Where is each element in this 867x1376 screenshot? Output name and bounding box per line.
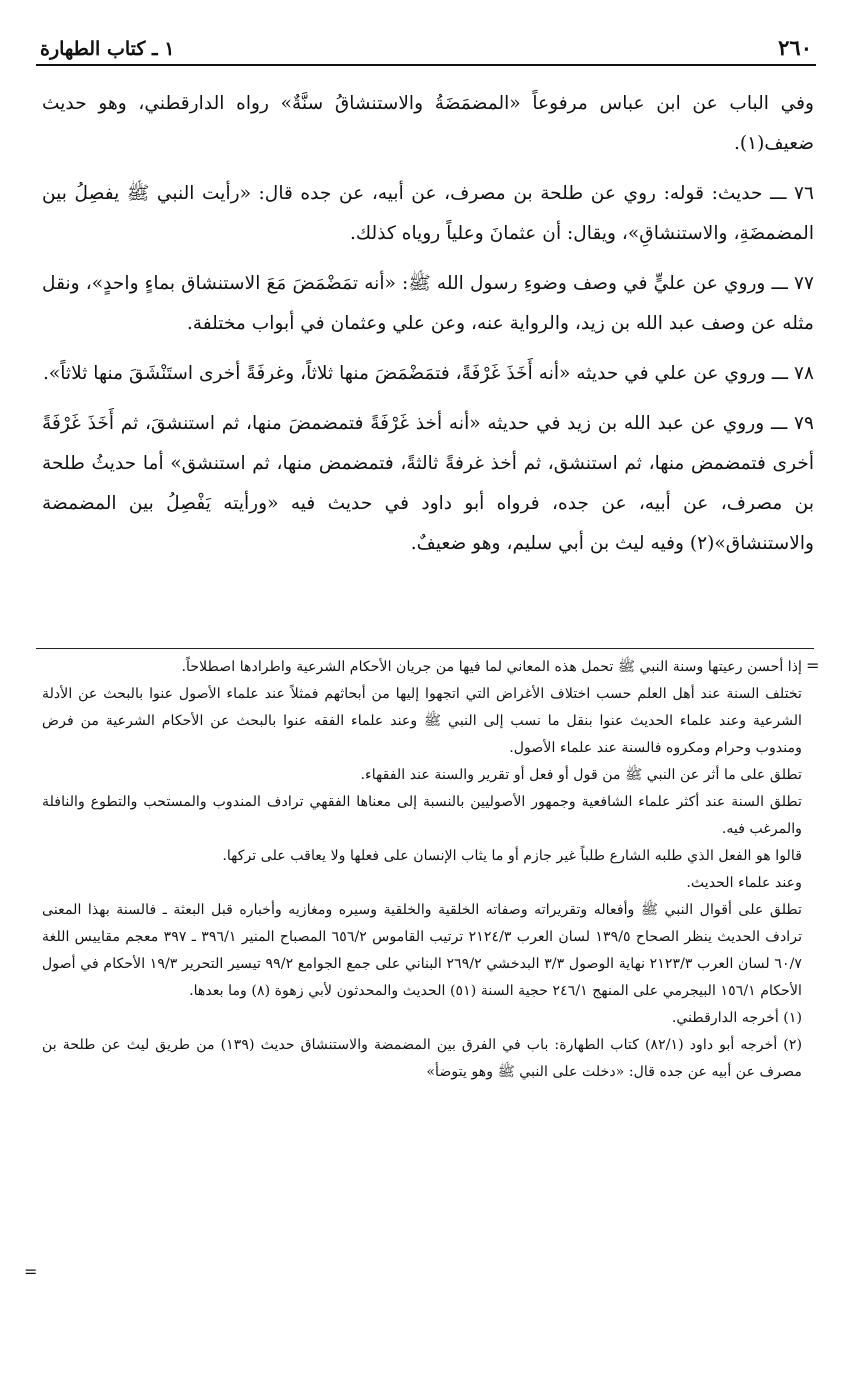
paragraph: وفي الباب عن ابن عباس مرفوعاً «المضمَضَةُ والاستنشاقُ سنَّةٌ» رواه الدارقطني، وهو حديث ضعيف(١). xyxy=(42,93,814,154)
note-block: تطلق السنة عند أكثر علماء الشافعية وجمهور الأصوليين بالنسبة إلى معناها الفقهي ترادف المندوب والمستحب والتطوع والنافلة والمرغب فيه. xyxy=(42,794,802,837)
paragraph: ٧٨ ـــ وروي عن علي في حديثه «أنه أَخَذَ غَرْفَةً، فتمَضْمَضَ منها ثلاثاً، وغرفَةً أخرى استَنْشَقَ منها ثلاثاً». xyxy=(42,363,814,384)
footnote-divider xyxy=(36,648,814,649)
page-header xyxy=(36,30,816,66)
note-block: وعند علماء الحديث. xyxy=(686,875,802,891)
notes-section xyxy=(42,654,802,1086)
continuation-mark: = xyxy=(24,1262,38,1281)
continuation-mark: = xyxy=(806,656,820,675)
note-block: تطلق على أقوال النبي ﷺ وأفعاله وتقريراته وصفاته الخلقية والخلقية وسيره ومغازيه وأخباره قبل البعثة ـ فالسنة بهذا المعنى ترادف الحديث ينظر الصحاح ١٣٩/٥ لسان العرب ٢١٢٤/٣ ترتيب القاموس ٦٥٦/٢ المصباح المنير ٣٩٦/١ ـ ٣٩٧ معجم مقاييس اللغة ٦٠/٧ لسان العرب ٢١٢٣/٣ نهاية الوصول ٣/٣ البدخشي ٢٦٩/٢ البناني على جمع الجوامع ٩٩/٢ تيسير التحرير ١٩/٣ الأحكام في أصول الأحكام ١٥٦/١ البيجرمي على المنهج ٢٤٦/١ حجية السنة (٥١) الحديث والمحدثون لأبي زهوة (٨) وما بعدها. xyxy=(42,902,803,999)
note-block: إذا أحسن رعيتها وسنة النبي ﷺ تحمل هذه المعاني لما فيها من جريان الأحكام الشرعية واطرادها اصطلاحاً. xyxy=(181,659,802,675)
note-block: تختلف السنة عند أهل العلم حسب اختلاف الأغراض التي اتجهوا إليها من أبحاثهم فمثلاً عند علماء الأصول عنوا بالبحث عن الأدلة الشرعية وعند علماء الحديث عنوا بنقل ما نسب إلى النبي ﷺ وعند علماء الفقه عنوا بالبحث عن الأحكام الشرعية من فرض ومندوب وحرام ومكروه فالسنة عند علماء الأصول. xyxy=(42,686,802,756)
footnote-item: (١) أخرجه الدارقطني. xyxy=(671,1010,802,1026)
note-block: تطلق على ما أثر عن النبي ﷺ من قول أو فعل أو تقرير والسنة عند الفقهاء. xyxy=(360,767,802,783)
main-text xyxy=(42,84,814,574)
page-number: ٢٦٠ xyxy=(778,35,812,60)
footnote-item: (٢) أخرجه أبو داود (٨٢/١) كتاب الطهارة: باب في الفرق بين المضمضة والاستنشاق حديث (١٣٩) من طريق ليث عن طلحة بن مصرف عن أبيه عن جده قال: «دخلت على النبي ﷺ وهو يتوضأ» xyxy=(42,1037,802,1080)
paragraph: ٧٧ ـــ وروي عن عليٍّ في وصف وضوءِ رسول الله ﷺ: «أنه تمَضْمَضَ مَعَ الاستنشاق بماءٍ واحدٍ»، ونقل مثله عن وصف عبد الله بن زيد، والرواية عنه، وعن علي وعثمان في أبواب مختلفة. xyxy=(42,273,814,334)
paragraph: ٧٩ ـــ وروي عن عبد الله بن زيد في حديثه «أنه أخذ غَرْفَةً فتمضمضَ منها، ثم استنشقَ، ثم أَخَذَ غَرْفَةً أخرى فتمضمض منها، ثم استنشق، ثم أخذ غرفةً ثالثةً، فتمضمض منها، ثم استنشق» أما حديثُ طلحة بن مصرف، عن أبيه، عن جده، فرواه أبو داود في حديث فيه «ورأيته يَفْصِلُ بين المضمضة والاستنشاق»(٢) وفيه ليث بن أبي سليم، وهو ضعيفٌ. xyxy=(42,413,814,554)
running-title: ١ ـ كتاب الطهارة xyxy=(40,38,175,60)
paragraph: ٧٦ ـــ حديث: قوله: روي عن طلحة بن مصرف، عن أبيه، عن جده قال: «رأيت النبي ﷺ يفصِلُ بين المضمضَةِ، والاستنشاقِ»، ويقال: أن عثمانَ وعلياً روياه كذلك. xyxy=(42,183,814,244)
note-block: قالوا هو الفعل الذي طلبه الشارع طلباً غير جازم أو ما يثاب الإنسان على فعلها ولا يعاقب على تركها. xyxy=(222,848,802,864)
